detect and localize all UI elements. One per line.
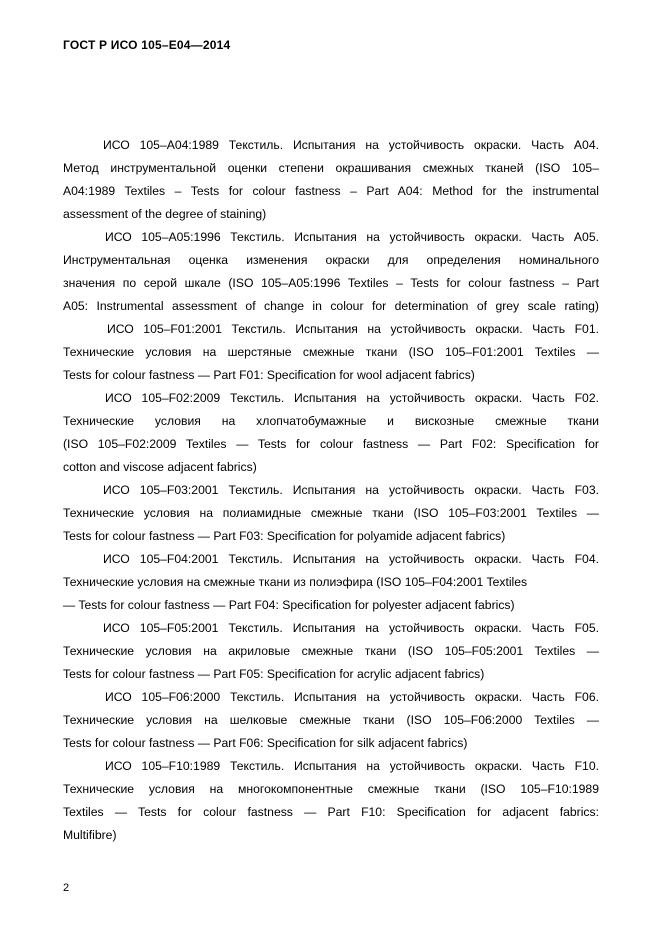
text-line: Технические условия на шерстяные смежные ткани (ISO 105–F01:2001 Textiles — <box>63 345 599 359</box>
reference-iso-105-f01 <box>63 318 599 387</box>
text-line: Multifibre) <box>63 828 117 842</box>
text-line: Технические условия на акриловые смежные ткани (ISO 105–F05:2001 Textiles — <box>63 644 599 658</box>
text-line: ИСО 105–F06:2000 Текстиль. Испытания на устойчивость окраски. Часть F06. <box>105 690 599 704</box>
reference-iso-105-f06 <box>63 686 599 755</box>
text-line: ИСО 105–F04:2001 Текстиль. Испытания на устойчивость окраски. Часть F04. <box>103 552 599 566</box>
text-line: ИСО 105–F02:2009 Текстиль. Испытания на устойчивость окраски. Часть F02. <box>105 391 599 405</box>
text-line: ИСО 105–F01:2001 Текстиль. Испытания на устойчивость окраски. Часть F01. <box>107 322 599 336</box>
text-line: assessment of the degree of staining) <box>63 207 267 221</box>
reference-iso-105-a04 <box>63 134 599 226</box>
text-line: Tests for colour fastness — Part F06: Specification for silk adjacent fabrics) <box>63 736 468 750</box>
text-line: Tests for colour fastness — Part F05: Specification for acrylic adjacent fabrics) <box>63 667 485 681</box>
text-line: ИСО 105–A04:1989 Текстиль. Испытания на устойчивость окраски. Часть A04. <box>103 138 599 152</box>
text-line: Метод инструментальной оценки степени окрашивания смежных тканей (ISO 105– <box>63 161 599 175</box>
text-line: значения по серой шкале (ISO 105–A05:1996 Textiles – Tests for colour fastness – Part <box>63 276 599 290</box>
text-line: ИСО 105–F10:1989 Текстиль. Испытания на устойчивость окраски. Часть F10. <box>105 759 599 773</box>
text-line: cotton and viscose adjacent fabrics) <box>63 460 257 474</box>
text-line: A04:1989 Textiles – Tests for colour fastness – Part A04: Method for the instrumental <box>63 184 599 198</box>
text-line: ИСО 105–F03:2001 Текстиль. Испытания на устойчивость окраски. Часть F03. <box>103 483 599 497</box>
reference-iso-105-a05 <box>63 226 599 318</box>
document-header: ГОСТ Р ИСО 105–E04—2014 <box>63 38 231 52</box>
text-line: Tests for colour fastness — Part F03: Specification for polyamide adjacent fabrics) <box>63 529 506 543</box>
text-line: Инструментальная оценка изменения окраски для определения номинального <box>63 253 599 267</box>
text-line: ИСО 105–F05:2001 Текстиль. Испытания на устойчивость окраски. Часть F05. <box>103 621 599 635</box>
text-line: Технические условия на многокомпонентные смежные ткани (ISO 105–F10:1989 <box>63 782 599 796</box>
references-list <box>63 134 599 847</box>
reference-iso-105-f10 <box>63 755 599 847</box>
text-line: A05: Instrumental assessment of change in colour for determination of grey scale rating) <box>63 299 599 313</box>
reference-iso-105-f02 <box>63 387 599 479</box>
text-line: Технические условия на смежные ткани из полиэфира (ISO 105–F04:2001 Textiles <box>63 575 528 589</box>
text-line: Технические условия на шелковые смежные ткани (ISO 105–F06:2000 Textiles — <box>63 713 599 727</box>
text-line: Технические условия на полиамидные смежные ткани (ISO 105–F03:2001 Textiles — <box>63 506 599 520</box>
text-line: ИСО 105–A05:1996 Текстиль. Испытания на устойчивость окраски. Часть A05. <box>105 230 599 244</box>
reference-iso-105-f04 <box>63 548 599 617</box>
text-line: — Tests for colour fastness — Part F04: Specification for polyester adjacent fabrics) <box>63 598 515 612</box>
page-number: 2 <box>63 882 70 894</box>
text-line: Технические условия на хлопчатобумажные и вискозные смежные ткани <box>63 414 599 428</box>
reference-iso-105-f05 <box>63 617 599 686</box>
text-line: Tests for colour fastness — Part F01: Specification for wool adjacent fabrics) <box>63 368 475 382</box>
reference-iso-105-f03 <box>63 479 599 548</box>
text-line: (ISO 105–F02:2009 Textiles — Tests for colour fastness — Part F02: Specification for <box>63 437 599 451</box>
text-line: Textiles — Tests for colour fastness — Part F10: Specification for adjacent fabrics: <box>63 805 599 819</box>
